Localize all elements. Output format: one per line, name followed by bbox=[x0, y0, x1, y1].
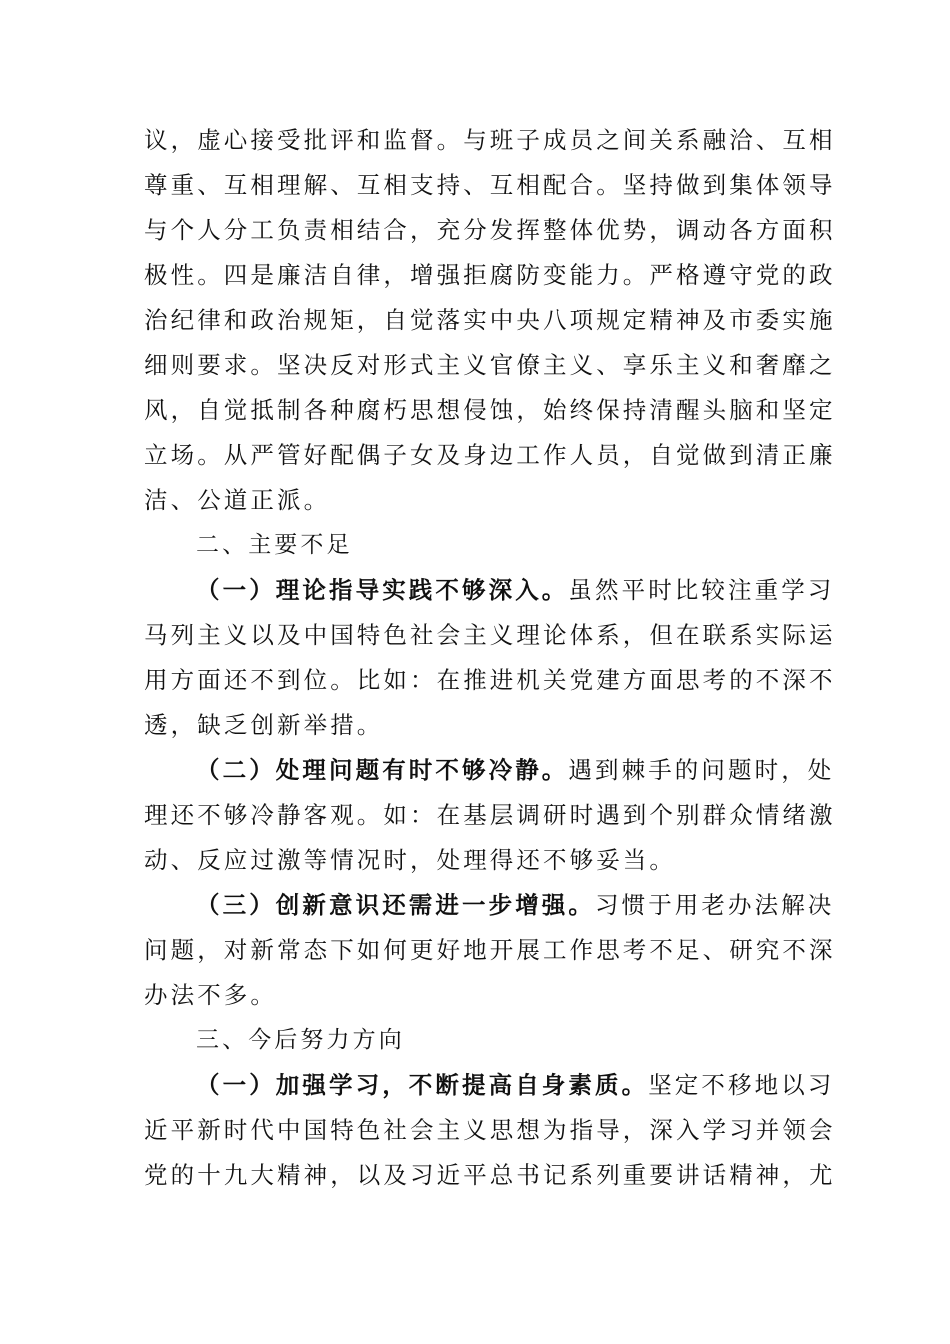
paragraph-line: 马列主义以及中国特色社会主义理论体系，但在联系实际运 bbox=[144, 621, 836, 649]
section-heading-future-direction: 三、今后努力方向 bbox=[196, 1027, 405, 1053]
paragraph-line: 党的十九大精神，以及习近平总书记系列重要讲话精神，尤 bbox=[144, 1161, 836, 1189]
shortcoming-item-2-title: （二）处理问题有时不够冷静。 bbox=[196, 756, 569, 784]
shortcoming-item-3-title: （三）创新意识还需进一步增强。 bbox=[196, 891, 595, 919]
paragraph-line: 动、反应过激等情况时，处理得还不够妥当。 bbox=[144, 846, 676, 874]
paragraph-line: 尊重、互相理解、互相支持、互相配合。坚持做到集体领导 bbox=[144, 171, 836, 199]
direction-item-1-text: 坚定不移地以习 bbox=[648, 1071, 835, 1099]
shortcoming-item-2-first-line bbox=[144, 748, 835, 793]
shortcoming-item-3-first-line bbox=[144, 883, 835, 928]
paragraph-line: 理还不够冷静客观。如：在基层调研时遇到个别群众情绪激 bbox=[144, 801, 836, 829]
section-heading-shortcomings: 二、主要不足 bbox=[196, 532, 353, 558]
paragraph-line: 透，缺乏创新举措。 bbox=[144, 711, 384, 739]
paragraph-line: 办法不多。 bbox=[144, 981, 277, 1009]
paragraph-line: 极性。四是廉洁自律，增强拒腐防变能力。严格遵守党的政 bbox=[144, 261, 836, 289]
shortcoming-item-3-text: 习惯于用老办法解决 bbox=[595, 891, 835, 919]
document-body bbox=[144, 118, 836, 1198]
paragraph-line: 洁、公道正派。 bbox=[144, 486, 331, 514]
direction-item-1-first-line bbox=[144, 1063, 835, 1108]
paragraph-line: 议，虚心接受批评和监督。与班子成员之间关系融洽、互相 bbox=[144, 126, 836, 154]
paragraph-line: 问题，对新常态下如何更好地开展工作思考不足、研究不深 bbox=[144, 936, 836, 964]
paragraph-line: 风，自觉抵制各种腐朽思想侵蚀，始终保持清醒头脑和坚定 bbox=[144, 396, 836, 424]
paragraph-line: 立场。从严管好配偶子女及身边工作人员，自觉做到清正廉 bbox=[144, 441, 836, 469]
paragraph-line: 用方面还不到位。比如：在推进机关党建方面思考的不深不 bbox=[144, 666, 836, 694]
paragraph-line: 治纪律和政治规矩，自觉落实中央八项规定精神及市委实施 bbox=[144, 306, 836, 334]
paragraph-line: 近平新时代中国特色社会主义思想为指导，深入学习并领会 bbox=[144, 1116, 836, 1144]
paragraph-line: 与个人分工负责相结合，充分发挥整体优势，调动各方面积 bbox=[144, 216, 836, 244]
paragraph-line: 细则要求。坚决反对形式主义官僚主义、享乐主义和奢靡之 bbox=[144, 351, 836, 379]
shortcoming-item-1-text: 虽然平时比较注重学习 bbox=[568, 576, 835, 604]
shortcoming-item-1-first-line bbox=[144, 568, 835, 613]
shortcoming-item-1-title: （一）理论指导实践不够深入。 bbox=[196, 576, 569, 604]
direction-item-1-title: （一）加强学习，不断提高自身素质。 bbox=[196, 1071, 649, 1099]
shortcoming-item-2-text: 遇到棘手的问题时，处 bbox=[568, 756, 835, 784]
